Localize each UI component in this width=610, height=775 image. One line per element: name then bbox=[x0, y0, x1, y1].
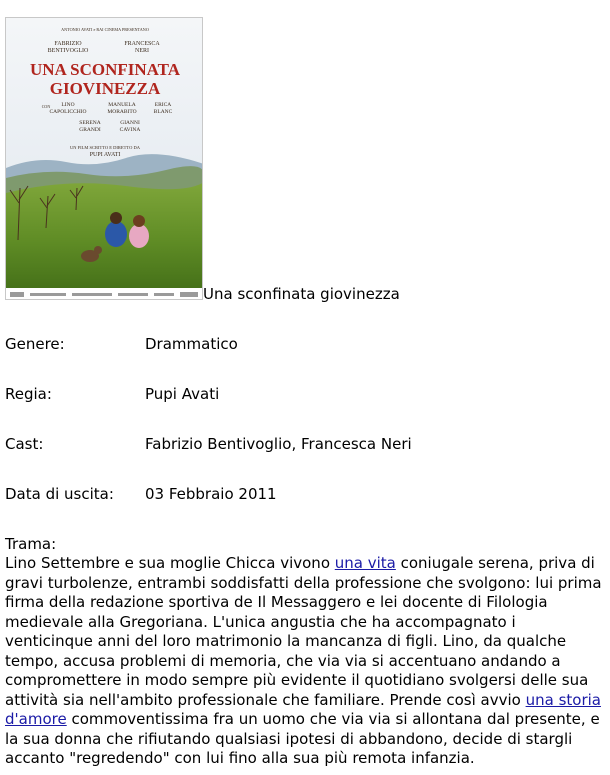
plot-text-part1: Lino Settembre e sua moglie Chicca vivono bbox=[5, 554, 335, 572]
poster-cast3-first: LINO bbox=[61, 102, 75, 108]
poster-actor2-last: NERI bbox=[135, 48, 149, 54]
release-label: Data di uscita: bbox=[5, 485, 114, 503]
poster-producers: ANTONIO AVATI e RAI CINEMA PRESENTANO bbox=[61, 27, 149, 32]
poster-cast5-first: ERICA bbox=[154, 102, 172, 108]
poster-cast6-first: SERENA bbox=[79, 120, 101, 126]
release-value: 03 Febbraio 2011 bbox=[145, 485, 277, 503]
poster-cast4-first: MANUELA bbox=[108, 102, 136, 108]
info-row-release bbox=[5, 484, 605, 504]
plot-text-part3: commoventissima fra un uomo che via via si allontana dal presente, e la sua donna che rifiutando qualsiasi ipotesi di abbandono, decide di stargli accanto "regredendo" con lui fino alla sua più remota infanzia. bbox=[5, 710, 600, 767]
poster-credit-line1: UN FILM SCRITTO E DIRETTO DA bbox=[70, 145, 140, 150]
poster-with: CON bbox=[41, 104, 51, 109]
genre-label: Genere: bbox=[5, 335, 65, 353]
director-label: Regia: bbox=[5, 385, 52, 403]
info-row-cast bbox=[5, 434, 605, 454]
director-value: Pupi Avati bbox=[145, 385, 220, 403]
plot-link-una-vita[interactable]: una vita bbox=[334, 554, 396, 572]
poster-credit-line2: PUPI AVATI bbox=[89, 152, 121, 158]
cast-value: Fabrizio Bentivoglio, Francesca Neri bbox=[145, 435, 412, 453]
poster-title-line1: UNA SCONFINATA bbox=[29, 60, 181, 79]
poster-actor1-first: FABRIZIO bbox=[54, 41, 82, 47]
poster-title-line2: GIOVINEZZA bbox=[49, 79, 161, 98]
info-row-genre bbox=[5, 334, 605, 354]
poster-cast4-last: MORABITO bbox=[107, 109, 137, 115]
poster-actor1-last: BENTIVOGLIO bbox=[47, 48, 89, 54]
poster-cast7-last: CAVINA bbox=[119, 127, 141, 133]
poster-actor2-first: FRANCESCA bbox=[124, 41, 160, 47]
plot-text bbox=[5, 554, 605, 769]
poster-cast6-last: GRANDI bbox=[79, 127, 101, 133]
poster-cast7-first: GIANNI bbox=[120, 120, 140, 126]
poster-cast3-last: CAPOLICCHIO bbox=[49, 109, 87, 115]
plot-heading: Trama: bbox=[5, 535, 57, 553]
plot-text-part2: coniugale serena, priva di gravi turbolenze, entrambi soddisfatti della professione che svolgono: lui prima firma della redazione sportiva de Il Messaggero e lei docente di Filologia medievale alla Gregoriana. L'unica angustia che ha accompagnato i venticinque anni del loro matrimonio la mancanza di figli. Lino, da qualche tempo, accusa problemi di memoria, che via via si accentuano andando a compromettere in modo sempre più evidente il quotidiano svolgersi delle sua attività sia nell'ambito professionale che familiare. Prende così avvio bbox=[5, 554, 602, 709]
film-poster bbox=[5, 17, 203, 300]
info-row-director bbox=[5, 384, 605, 404]
genre-value: Drammatico bbox=[145, 335, 238, 353]
cast-label: Cast: bbox=[5, 435, 44, 453]
plot-link-storia-amore[interactable]: una storia d'amore bbox=[5, 690, 601, 728]
film-title: Una sconfinata giovinezza bbox=[203, 285, 400, 303]
poster-cast5-last: BLANC bbox=[153, 109, 173, 115]
